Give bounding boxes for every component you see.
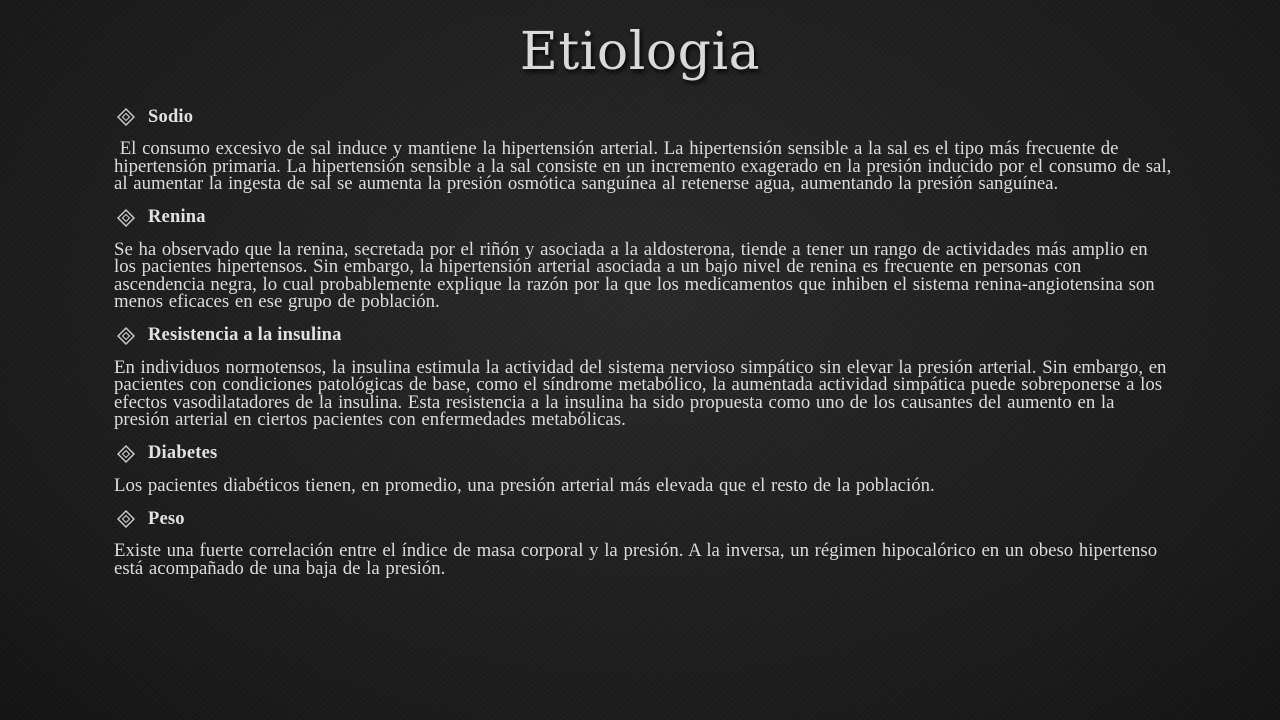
diamond-bullet-icon [116,509,136,529]
section-paragraph: Los pacientes diabéticos tienen, en promedio, una presión arterial más elevada que el resto de la población. [114,474,935,496]
bullet-heading-renina [114,207,1174,229]
slide-content [114,106,1178,579]
section-heading: Sodio [148,106,194,127]
section-paragraph: El consumo excesivo de sal induce y mantiene la hipertensión arterial. La hipertensión sensible a la sal es el tipo más frecuente de hipertensión primaria. La hipertensión sensible a la sal consiste en un incremento exagerado en la presión inducido por el consumo de sal, al aumentar la ingesta de sal se aumenta la presión osmótica sanguínea al retenerse agua, aumentando la presión sanguínea. [114,138,1178,194]
section-heading: Diabetes [148,443,218,463]
diamond-bullet-icon [116,208,136,228]
section-paragraph: Existe una fuerte correlación entre el índice de masa corporal y la presión. A la inversa, un régimen hipocalórico en un obeso hipertenso está acompañado de una baja de la presión. [114,540,1158,579]
section-heading: Peso [148,508,185,529]
section-paragraph: Se ha observado que la renina, secretada por el riñón y asociada a la aldosterona, tiende a tener un rango de actividades más amplio en los pacientes hipertensos. Sin embargo, la hipertensión arterial asociada a un bajo nivel de renina es frecuente en personas con ascendencia negra, lo cual probablemente explique la razón por la que los medicamentos que inhiben el sistema renina-angiotensina son menos eficaces en ese grupo de población. [114,238,1155,312]
slide-title: Etiologia [519,22,761,82]
section-paragraph: En individuos normotensos, la insulina estimula la actividad del sistema nervioso simpático sin elevar la presión arterial. Sin embargo, en pacientes con condiciones patológicas de base, como el síndrome metabólico, la aumentada actividad simpática puede sobreponerse a los efectos vasodilatadores de la insulina. Esta resistencia a la insulina ha sido propuesta como uno de los causantes del aumento en la presión arterial en ciertos pacientes con enfermedades metabólicas. [114,356,1167,430]
bullet-heading-peso [114,508,1174,530]
diamond-bullet-icon [116,107,136,127]
section-heading: Resistencia a la insulina [148,325,342,345]
section-heading: Renina [148,207,206,227]
bullet-heading-resistencia-insulina [114,325,1174,347]
diamond-bullet-icon [116,444,136,464]
bullet-heading-diabetes [114,443,1174,465]
diamond-bullet-icon [116,326,136,346]
bullet-heading-sodio [114,106,1174,128]
